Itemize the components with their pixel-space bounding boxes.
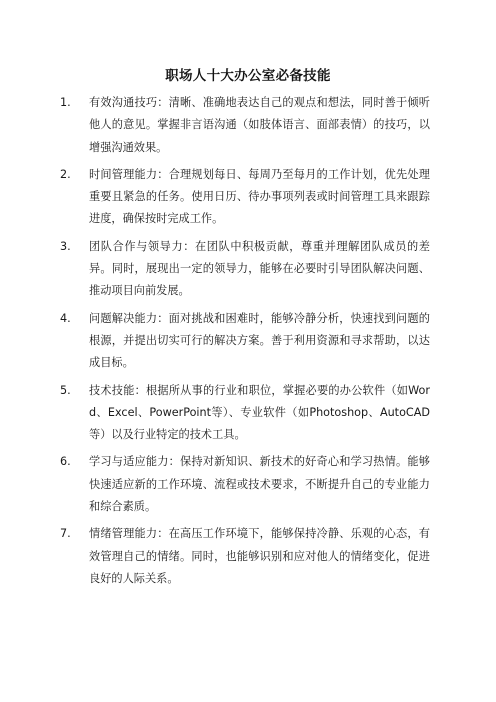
list-item-text: 问题解决能力：面对挑战和困难时，能够冷静分析，快速找到问题的根源，并提出切实可行的解决方案。善于利用资源和寻求帮助，以达成目标。 <box>89 311 430 370</box>
list-item <box>0 236 496 303</box>
list-item-text: 时间管理能力：合理规划每日、每周乃至每月的工作计划，优先处理重要且紧急的任务。使用日历、待办事项列表或时间管理工具来跟踪进度，确保按时完成工作。 <box>89 167 430 226</box>
list-item-number: 5. <box>60 383 71 397</box>
list-item-number: 1. <box>60 96 71 109</box>
list-item-text: 技术技能：根据所从事的行业和职位，掌握必要的办公软件（如Word、Excel、PowerPoint等）、专业软件（如Photoshop、AutoCAD等）以及行业特定的技术工具。 <box>89 383 430 442</box>
list-item-text: 团队合作与领导力：在团队中积极贡献，尊重并理解团队成员的差异。同时，展现出一定的领导力，能够在必要时引导团队解决问题、推动项目向前发展。 <box>89 239 430 298</box>
list-item-number: 7. <box>60 527 71 541</box>
list-item <box>0 451 496 518</box>
list-item <box>0 523 496 590</box>
list-item <box>0 308 496 375</box>
list-item-number: 4. <box>60 311 71 325</box>
list-item <box>0 380 496 447</box>
list-item-text: 学习与适应能力：保持对新知识、新技术的好奇心和学习热情。能够快速适应新的工作环境、流程或技术要求，不断提升自己的专业能力和综合素质。 <box>89 455 430 514</box>
list-item <box>0 164 496 231</box>
list-item-number: 3. <box>60 239 71 253</box>
list-item-number: 6. <box>60 455 71 469</box>
list-item <box>0 92 496 159</box>
skills-list <box>0 92 496 595</box>
list-item-text: 情绪管理能力：在高压工作环境下，能够保持冷静、乐观的心态，有效管理自己的情绪。同时，也能够识别和应对他人的情绪变化，促进良好的人际关系。 <box>89 527 430 585</box>
list-item-text: 有效沟通技巧：清晰、准确地表达自己的观点和想法，同时善于倾听他人的意见。掌握非言语沟通（如肢体语言、面部表情）的技巧，以增强沟通效果。 <box>89 96 430 154</box>
list-item-number: 2. <box>60 167 71 181</box>
document-title: 职场人十大办公室必备技能 <box>165 68 331 84</box>
